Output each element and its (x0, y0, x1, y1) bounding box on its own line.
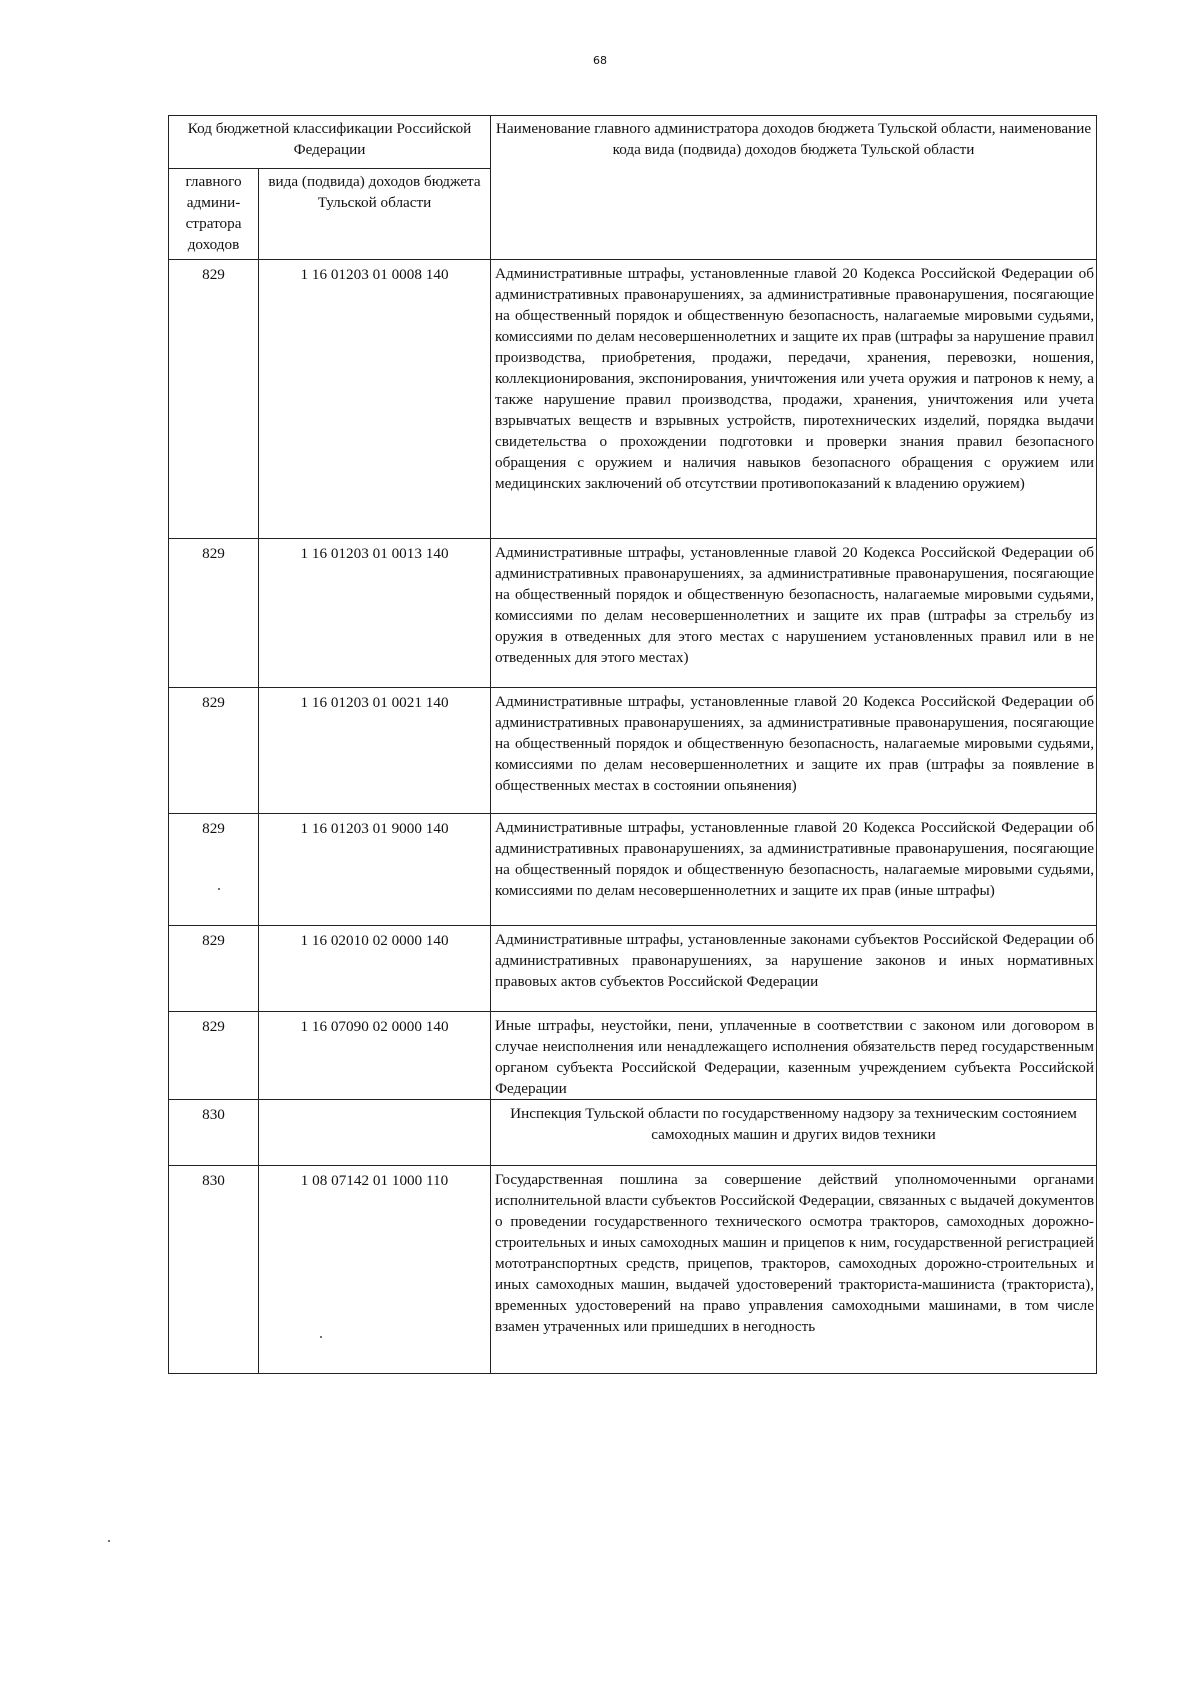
revenue-code-cell: 1 16 01203 01 9000 140 (259, 814, 491, 926)
description-cell: Административные штрафы, установленные главой 20 Кодекса Российской Федерации об административных правонарушениях, за административные правонарушения, посягающие на общественный порядок и общественную безопасность, налагаемые мировыми судьями, комиссиями по делам несовершеннолетних и защите их прав (штрафы за появление в общественных местах в состоянии опьянения) (491, 688, 1097, 814)
admin-code-cell: 829 (169, 926, 259, 1012)
page-number: 68 (593, 54, 607, 67)
revenue-code-cell (259, 1100, 491, 1166)
admin-code-cell: 829 (169, 539, 259, 688)
description-cell: Административные штрафы, установленные главой 20 Кодекса Российской Федерации об административных правонарушениях, за административные правонарушения, посягающие на общественный порядок и общественную безопасность, налагаемые мировыми судьями, комиссиями по делам несовершеннолетних и защите их прав (штрафы за нарушение правил производства, приобретения, продажи, передачи, хранения, перевозки, ношения, коллекционирования, экспонирования, уничтожения или учета оружия и патронов к нему, а также нарушение правил производства, продажи, хранения, уничтожения или учета взрывчатых веществ и взрывных устройств, пиротехнических изделий, порядка выдачи свидетельства о прохождении подготовки и проверки знания правил безопасного обращения с оружием и наличия навыков безопасного обращения с оружием или медицинских заключений об отсутствии противопоказаний к владению оружием) (491, 260, 1097, 539)
budget-classification-table (168, 115, 1097, 1374)
organization-name-cell: Инспекция Тульской области по государственному надзору за техническим состоянием самоходных машин и других видов техники (491, 1100, 1097, 1166)
revenue-code-cell: 1 16 01203 01 0021 140 (259, 688, 491, 814)
revenue-code-cell: 1 16 07090 02 0000 140 (259, 1012, 491, 1100)
scan-speck (108, 1540, 110, 1542)
scan-speck (320, 1336, 322, 1338)
admin-code-cell: 829 (169, 1012, 259, 1100)
revenue-code-cell: 1 16 01203 01 0008 140 (259, 260, 491, 539)
description-cell: Административные штрафы, установленные главой 20 Кодекса Российской Федерации об административных правонарушениях, за административные правонарушения, посягающие на общественный порядок и общественную безопасность, налагаемые мировыми судьями, комиссиями по делам несовершеннолетних и защите их прав (иные штрафы) (491, 814, 1097, 926)
admin-code-cell: 830 (169, 1166, 259, 1374)
header-row-1 (169, 116, 1097, 169)
admin-code-cell: 829 (169, 814, 259, 926)
table-row (169, 688, 1097, 814)
table-row (169, 539, 1097, 688)
scan-speck (218, 888, 220, 890)
revenue-code-cell: 1 08 07142 01 1000 110 (259, 1166, 491, 1374)
revenue-code-cell: 1 16 01203 01 0013 140 (259, 539, 491, 688)
admin-code-cell: 830 (169, 1100, 259, 1166)
table-row (169, 1012, 1097, 1100)
header-revenue-type-code: вида (подвида) доходов бюджета Тульской области (259, 169, 491, 260)
header-admin-code: главного админи-стратора доходов (169, 169, 259, 260)
header-administrator-name: Наименование главного администратора доходов бюджета Тульской области, наименование кода вида (подвида) доходов бюджета Тульской области (491, 116, 1097, 260)
table-row (169, 814, 1097, 926)
table-row (169, 926, 1097, 1012)
revenue-code-cell: 1 16 02010 02 0000 140 (259, 926, 491, 1012)
description-cell: Административные штрафы, установленные законами субъектов Российской Федерации об административных правонарушениях, за нарушение законов и иных нормативных правовых актов субъектов Российской Федерации (491, 926, 1097, 1012)
admin-code-cell: 829 (169, 688, 259, 814)
header-classification-code: Код бюджетной классификации Российской Федерации (169, 116, 491, 169)
description-cell: Административные штрафы, установленные главой 20 Кодекса Российской Федерации об административных правонарушениях, за административные правонарушения, посягающие на общественный порядок и общественную безопасность, налагаемые мировыми судьями, комиссиями по делам несовершеннолетних и защите их прав (штрафы за стрельбу из оружия в отведенных для этого местах с нарушением установленных правил или в не отведенных для этого местах) (491, 539, 1097, 688)
table-row (169, 1166, 1097, 1374)
table-row (169, 1100, 1097, 1166)
description-cell: Государственная пошлина за совершение действий уполномоченными органами исполнительной власти субъектов Российской Федерации, связанных с выдачей документов о проведении государственного технического осмотра тракторов, самоходных дорожно-строительных и иных самоходных машин и прицепов к ним, государственной регистрацией мототранспортных средств, прицепов, тракторов, самоходных дорожно-строительных и иных самоходных машин, выдачей удостоверений тракториста-машиниста (тракториста), временных удостоверений на право управления самоходными машинами, в том числе взамен утраченных или пришедших в негодность (491, 1166, 1097, 1374)
description-cell: Иные штрафы, неустойки, пени, уплаченные в соответствии с законом или договором в случае неисполнения или ненадлежащего исполнения обязательств перед государственным органом субъекта Российской Федерации, казенным учреждением субъекта Российской Федерации (491, 1012, 1097, 1100)
table-row (169, 260, 1097, 539)
admin-code-cell: 829 (169, 260, 259, 539)
